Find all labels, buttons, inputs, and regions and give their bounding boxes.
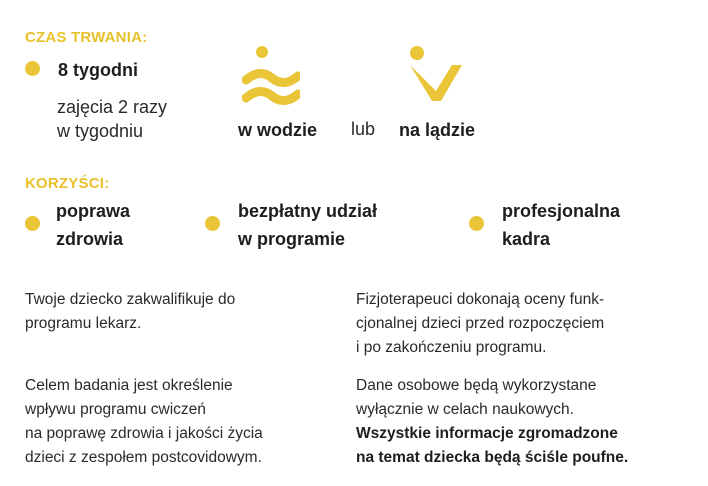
frequency-line1: zajęcia 2 razy [57,97,168,117]
text-line: Fizjoterapeuci dokonają oceny funk- [356,291,605,308]
option-land: na lądzie [399,120,476,140]
duration-weeks: 8 tygodni [58,60,138,80]
text-line: programu lekarz. [25,315,142,332]
bullet-dot [469,216,484,231]
text-line: Dane osobowe będą wykorzystane [356,377,597,394]
bold-text-line: Wszystkie informacje zgromadzone [356,425,618,442]
bold-text-line: na temat dziecka będą ściśle poufne. [356,449,629,466]
benefit-item [56,197,130,253]
right-paragraph-1 [356,288,604,360]
duration-heading: CZAS TRWANIA: [25,29,148,46]
left-paragraph-2 [25,374,263,470]
benefit-line: bezpłatny udział [238,201,378,221]
land-v-icon [408,45,464,103]
text-line: Twoje dziecko zakwalifikuje do [25,291,236,308]
bullet-dot [205,216,220,231]
text-line: cjonalnej dzieci przed rozpoczęciem [356,315,605,332]
bullet-dot [25,216,40,231]
benefit-item [502,197,620,253]
benefit-line: profesjonalna [502,201,621,221]
text-line: na poprawę zdrowia i jakości życia [25,425,263,442]
right-paragraph-2 [356,374,628,470]
text-line: Celem badania jest określenie [25,377,233,394]
benefit-line: poprawa [56,201,131,221]
benefit-line: kadra [502,229,551,249]
benefit-line: w programie [238,229,346,249]
option-or: lub [351,119,376,139]
text-line: wyłącznie w celach naukowych. [356,401,574,418]
text-line: dzieci z zespołem postcovidowym. [25,449,262,466]
bullet-dot [25,61,40,76]
benefit-item [238,197,377,253]
frequency-line2: w tygodniu [57,121,144,141]
benefits-heading: KORZYŚCI: [25,175,110,192]
benefit-line: zdrowia [56,229,124,249]
option-water: w wodzie [238,120,318,140]
text-line: wpływu programu cwiczeń [25,401,206,418]
text-line: i po zakończeniu programu. [356,339,547,356]
left-paragraph-1 [25,288,235,336]
water-waves-icon [242,44,300,106]
